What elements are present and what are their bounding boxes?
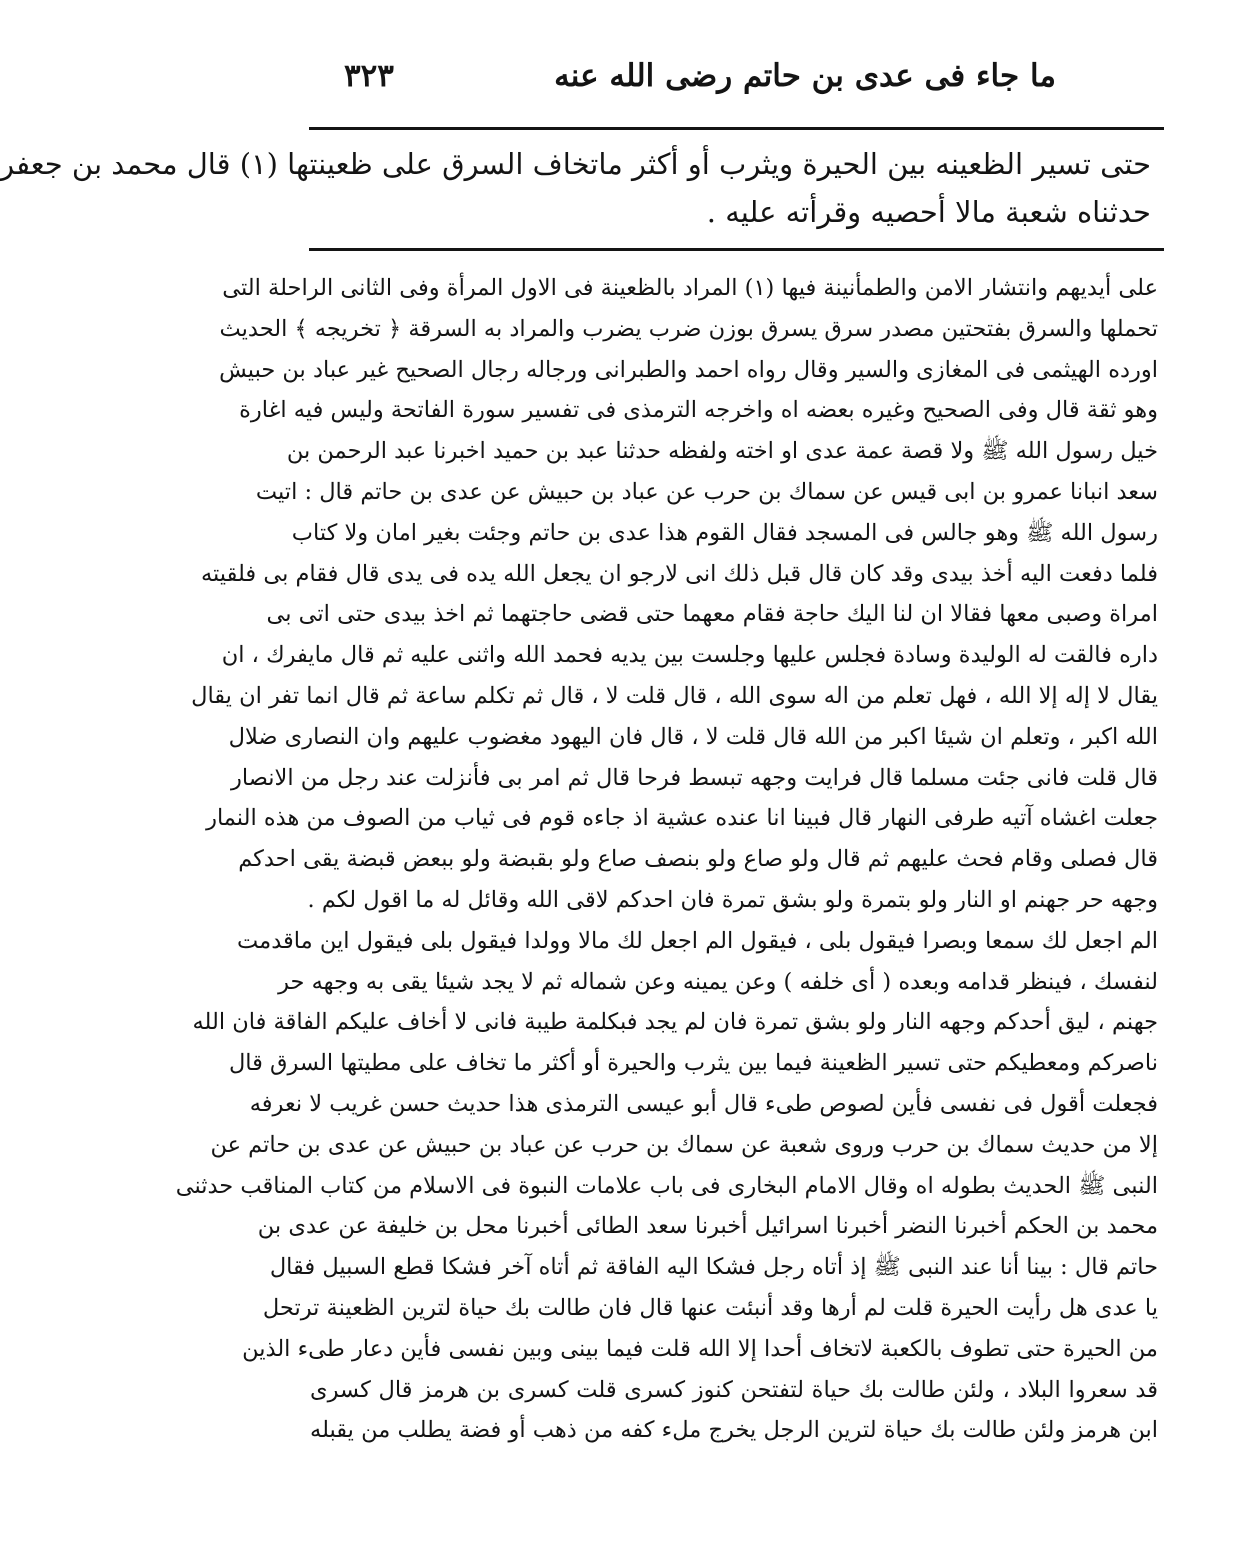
footnote-line: جهنم ، ليق أحدكم وجهه النار ولو بشق تمرة فان لم يجد فبكلمة طيبة فانى لا أخاف عليكم الفاقة فان الله (192, 1009, 1158, 1036)
footnote-line: فجعلت أقول فى نفسى فأين لصوص طىء قال أبو عيسى الترمذى هذا حديث حسن غريب لا نعرفه (249, 1090, 1158, 1117)
footnote-line: محمد بن الحكم أخبرنا النضر أخبرنا اسرائيل أخبرنا سعد الطائى أخبرنا محل بن خليفة عن عدى بن (257, 1213, 1158, 1240)
footnote-line: النبى ﷺ الحديث بطوله اه وقال الامام البخارى فى باب علامات النبوة فى الاسلام من كتاب المناقب حدثنى (175, 1172, 1158, 1199)
main-text-line: حتى تسير الظعينه بين الحيرة ويثرب أو أكثر ماتخاف السرق على ظعينتها (١) قال محمد بن جعفر (0, 147, 1151, 181)
footnote-line: على أيديهم وانتشار الامن والطمأنينة فيها (١) المراد بالظعينة فى الاول المرأة وفى الثانى الراحلة التى (222, 275, 1158, 301)
page-number: ٣٢٣ (344, 58, 394, 94)
footnote-line: إلا من حديث سماك بن حرب وروى شعبة عن سماك بن حرب عن عباد بن حبيش عن عدى بن حاتم عن (210, 1131, 1158, 1158)
footnote-line: سعد انبانا عمرو بن ابى قيس عن سماك بن حرب عن عباد بن حبيش عن عدى بن حاتم قال : اتيت (255, 478, 1158, 505)
footnote-line: يقال لا إله إلا الله ، فهل تعلم من اله سوى الله ، قال قلت لا ، قال ثم تكلم ساعة ثم قال انما تفر ان يقال (191, 682, 1158, 709)
footnote-line: حاتم قال : بينا أنا عند النبى ﷺ إذ أتاه رجل فشكا اليه الفاقة ثم أتاه آخر فشكا قطع السبيل فقال (269, 1254, 1158, 1281)
footnote-line: وهو ثقة قال وفى الصحيح وغيره بعضه اه واخرجه الترمذى فى تفسير سورة الفاتحة وليس فيه اغارة (239, 397, 1158, 424)
footnote-line: قد سعروا البلاد ، ولئن طالت بك حياة لتفتحن كنوز كسرى قلت كسرى بن هرمز قال كسرى (310, 1376, 1158, 1403)
footnote-separator-rule (309, 248, 1164, 251)
running-title: ما جاء فى عدى بن حاتم رضى الله عنه (554, 58, 1056, 94)
header-rule (309, 127, 1164, 130)
footnote-line: خيل رسول الله ﷺ ولا قصة عمة عدى او اخته ولفظه حدثنا عبد بن حميد اخبرنا عبد الرحمن بن (286, 438, 1158, 465)
footnotes (175, 268, 1158, 1451)
footnote-line: الم اجعل لك سمعا وبصرا فيقول بلى ، فيقول الم اجعل لك مالا وولدا فيقول بلى فيقول اين ماقدمت (237, 927, 1158, 954)
footnote-line: لنفسك ، فينظر قدامه وبعده ( أى خلفه ) وعن يمينه وعن شماله ثم لا يجد شيئا يقى به وجهه حر (278, 968, 1158, 995)
footnote-line: قال قلت فانى جئت مسلما قال فرايت وجهه تبسط فرحا قال ثم امر بى فأنزلت عند رجل من الانصار (231, 764, 1158, 791)
footnote-line: ابن هرمز ولئن طالت بك حياة لترين الرجل يخرج ملء كفه من ذهب أو فضة يطلب من يقبله (310, 1417, 1158, 1444)
main-text-line: حدثناه شعبة مالا أحصيه وقرأته عليه . (706, 195, 1151, 229)
page-header (284, 58, 1056, 108)
footnote-line: فلما دفعت اليه أخذ بيدى وقد كان قال قبل ذلك انى لارجو ان يجعل الله يده فى يدى قال فقام بى فلقيته (200, 560, 1158, 587)
footnote-line: امراة وصبى معها فقالا ان لنا اليك حاجة فقام معهما حتى قضى حاجتهما ثم اخذ بيدى حتى اتى بى (266, 601, 1158, 628)
footnote-line: وجهه حر جهنم او النار ولو بتمرة ولو بشق تمرة فان احدكم لاقى الله وقائل له ما اقول لكم . (307, 886, 1158, 913)
footnote-line: قال فصلى وقام فحث عليهم ثم قال ولو صاع ولو بنصف صاع ولو بقبضة ولو ببعض قبضة يقى احدكم (238, 846, 1158, 873)
footnote-line: يا عدى هل رأيت الحيرة قلت لم أرها وقد أنبئت عنها قال فان طالت بك حياة لترين الظعينة ترتحل (262, 1294, 1158, 1321)
footnote-line: الله اكبر ، وتعلم ان شيئا اكبر من الله قال قلت لا ، قال فان اليهود مغضوب عليهم وان النصارى ضلال (228, 723, 1158, 750)
footnote-line: جعلت اغشاه آتيه طرفى النهار قال فبينا انا عنده عشية اذ جاءه قوم فى ثياب من الصوف من هذه النمار (206, 805, 1158, 832)
footnote-line: داره فالقت له الوليدة وسادة فجلس عليها وجلست بين يديه فحمد الله واثنى عليه ثم قال مايفرك ، ان (221, 642, 1158, 669)
footnote-line: من الحيرة حتى تطوف بالكعبة لاتخاف أحدا إلا الله قلت فيما بينى وبين نفسى فأين دعار طىء الذين (242, 1335, 1158, 1362)
footnote-line: اورده الهيثمى فى المغازى والسير وقال رواه احمد والطبرانى ورجاله رجال الصحيح غير عباد بن حبيش (219, 356, 1158, 383)
footnote-line: رسول الله ﷺ وهو جالس فى المسجد فقال القوم هذا عدى بن حاتم وجئت بغير امان ولا كتاب (291, 519, 1158, 546)
footnote-line: تحملها والسرق بفتحتين مصدر سرق يسرق بوزن ضرب يضرب والمراد به السرقة ﴿ تخريجه ﴾ الحديث (219, 315, 1158, 342)
main-text (0, 140, 1151, 236)
footnote-line: ناصركم ومعطيكم حتى تسير الظعينة فيما بين يثرب والحيرة أو أكثر ما تخاف على مطيتها السرق قال (228, 1050, 1158, 1077)
